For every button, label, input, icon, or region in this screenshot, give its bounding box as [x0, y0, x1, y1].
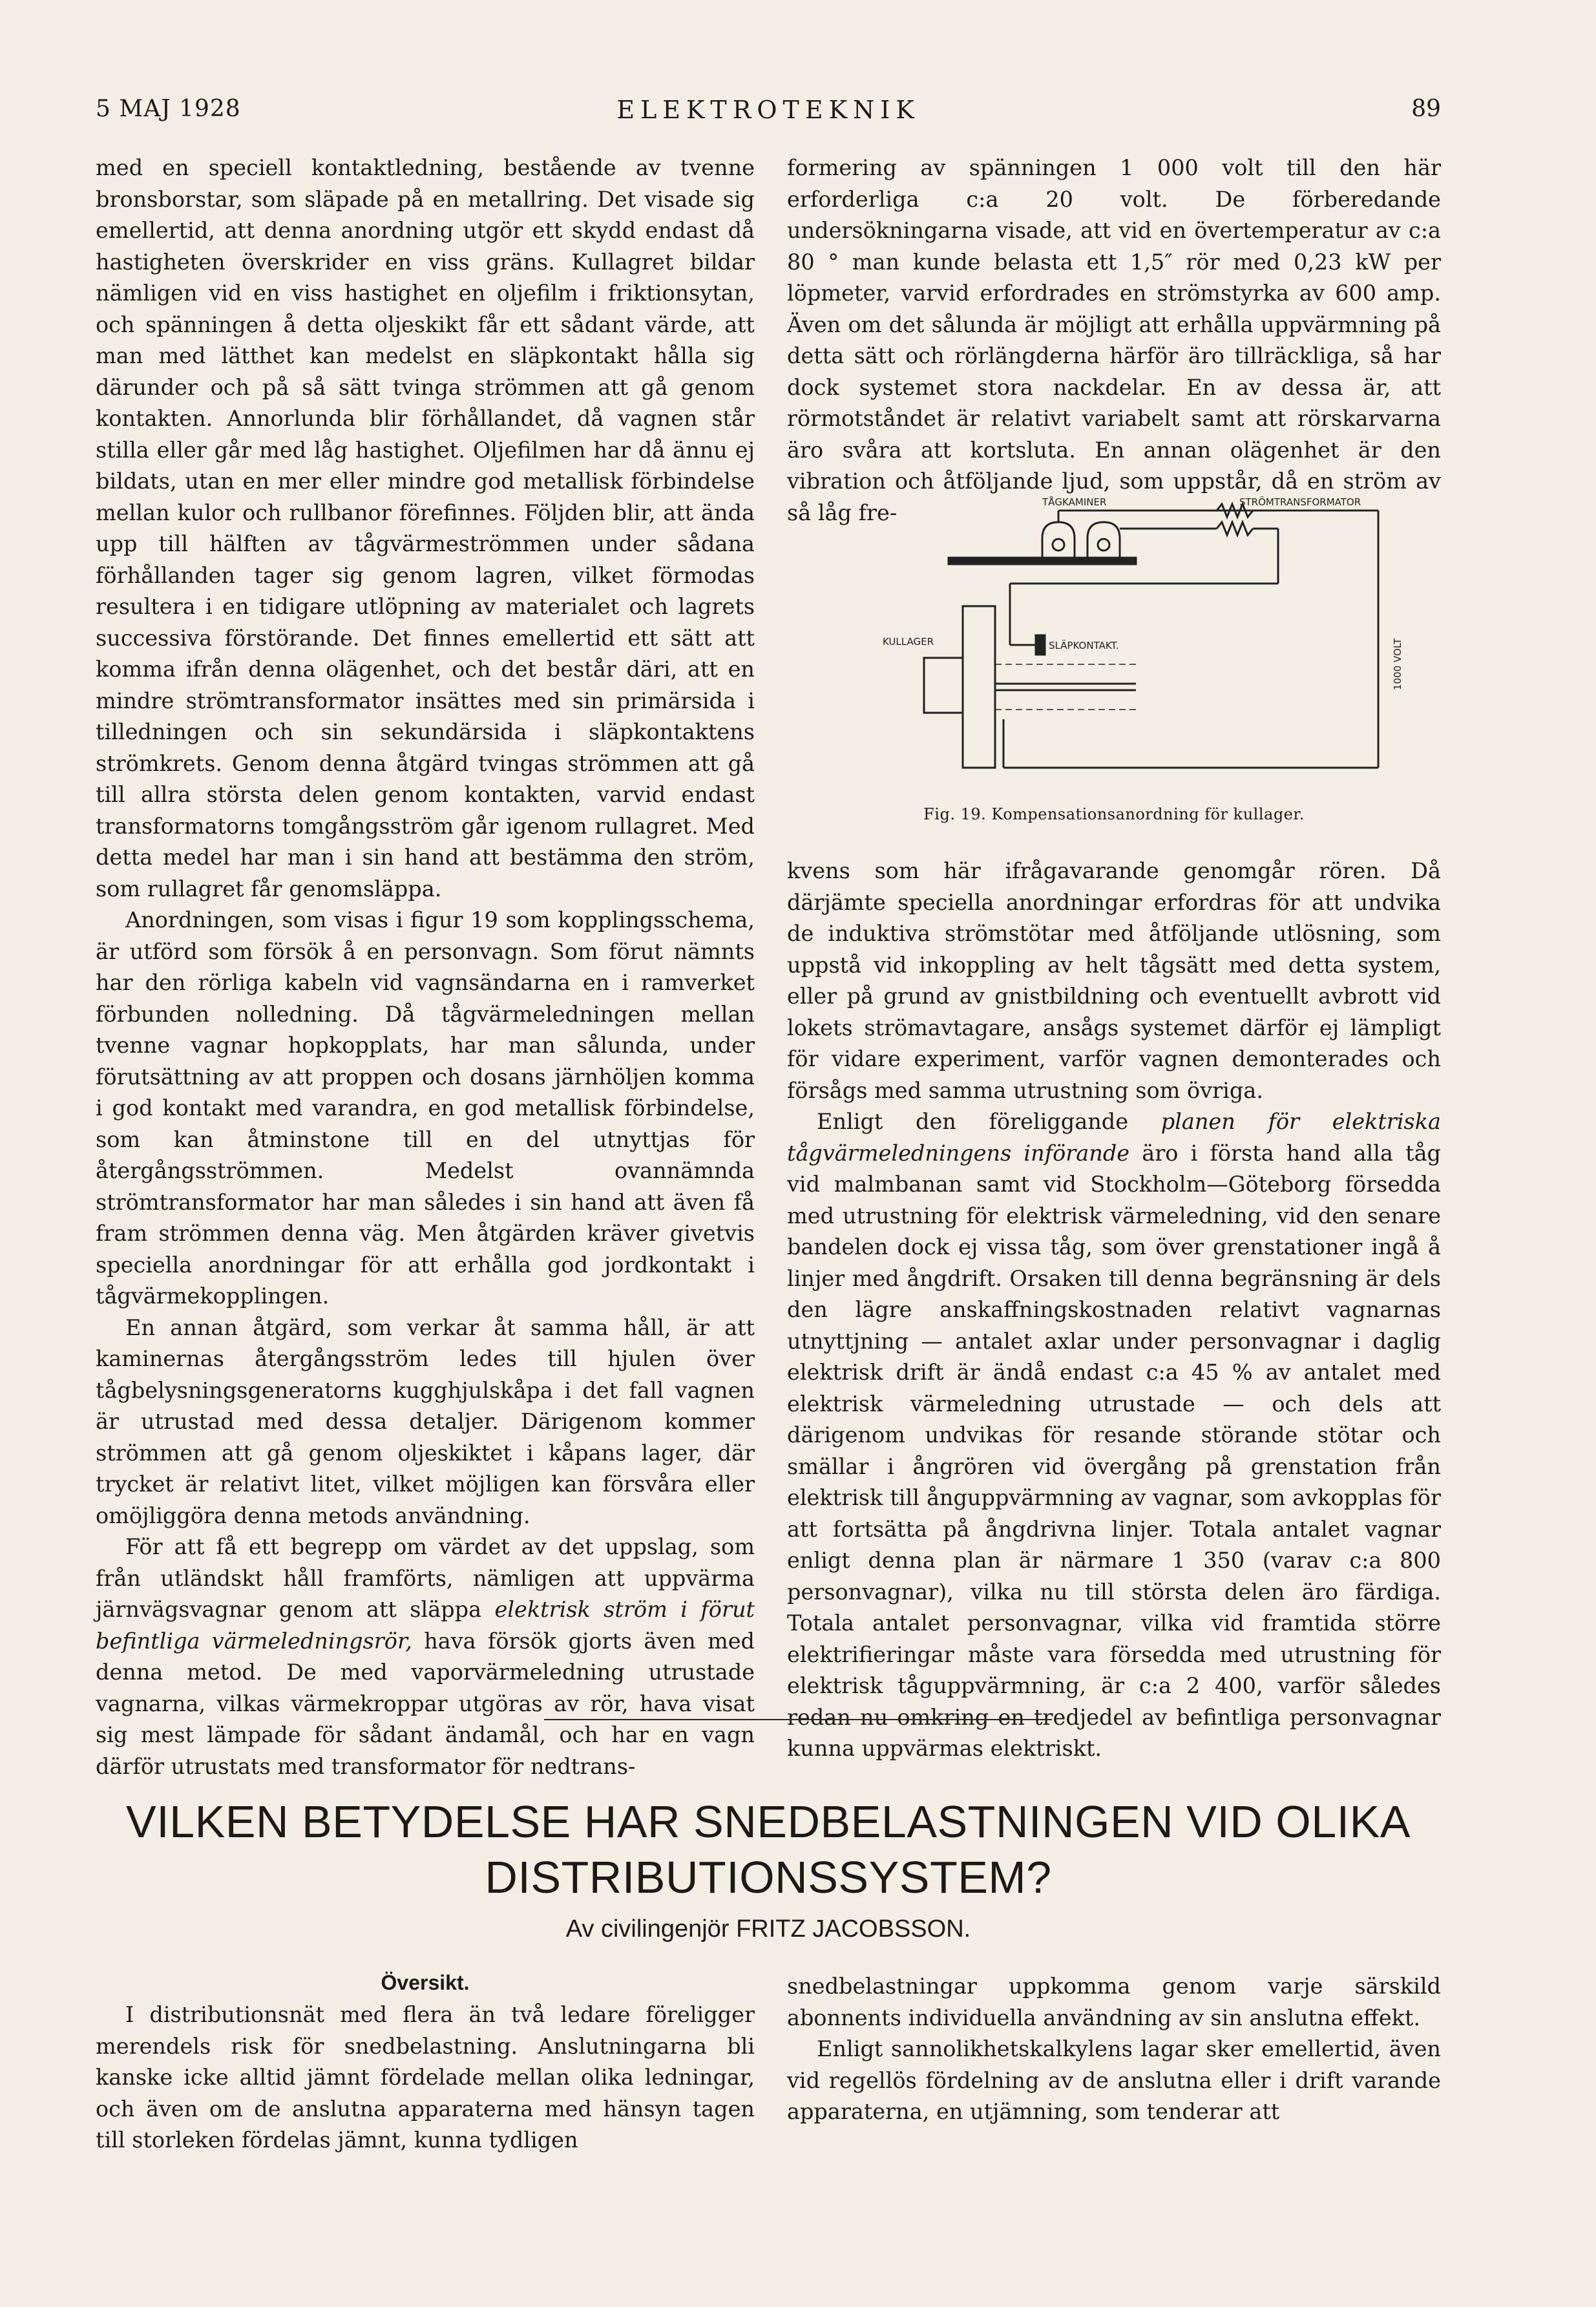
article-title-line: VILKEN BETYDELSE HAR SNEDBELASTNINGEN VID OLIKA	[126, 1796, 1411, 1847]
paragraph	[96, 1532, 755, 1782]
label-kullager: KULLAGER	[883, 636, 934, 648]
label-volt: 1000 VOLT	[1392, 638, 1403, 690]
left-column	[96, 153, 755, 1782]
text-run: För att få ett begrepp om värdet av det uppslag, som från utländskt håll framförts, nämligen att uppvärma järnvägsvagnar genom att släppa	[96, 1534, 755, 1622]
issue-date: 5 MAJ 1928	[96, 96, 241, 122]
article-title	[96, 1794, 1441, 1905]
paragraph: kvens som här ifrågavarande genomgår rören. Då därjämte speciella anordningar erfordras för att undvika de induktiva strömstötar med åtföljande utlösning, som uppstå vid inkoppling av helt tågsätt med detta system, eller på grund av gnistbildning och eventuellt avbrott vid lokets strömavtagare, ansågs systemet därför ej lämpligt för vidare experiment, varför vagnen demonterades och försågs med samma utrustning som övriga.	[787, 858, 1441, 1103]
figure-19	[787, 496, 1441, 823]
paragraph: snedbelastningar uppkomma genom varje särskild abonnents individuella användning av sin anslutna effekt.	[787, 1974, 1441, 2030]
page-header	[96, 96, 1441, 134]
right-column-top	[787, 153, 1441, 529]
paragraph: med en speciell kontaktledning, bestående av tvenne bronsborstar, som släpade på en metallring. Det visade sig emellertid, att denna anordning utgör ett skydd endast då hastigheten överskrider en viss gräns. Kullagret bildar nämligen vid en viss hastighet en oljefilm i friktionsytan, och spänningen å detta oljeskikt får ett sådant värde, att man med lätthet kan medelst en släpkontakt hålla sig därunder och på så sätt tvinga strömmen att gå genom kontakten. Annorlunda blir förhållandet, då vagnen står stilla eller går med låg hastighet. Oljefilmen har då ännu ej bildats, utan en mer eller mindre god metallisk förbindelse mellan kulor och rullbanor förefinnes. Följden blir, att ända upp till hälften av tågvärmeströmmen under sådana förhållanden tager sig genom lagren, vilket förmodas resultera i en tidigare utlöpning av materialet och lagrets successiva förstörande. Det finnes emellertid ett sätt att komma ifrån denna olägenhet, och det består däri, att en mindre strömtransformator insättes med sin primärsida i tilledningen och sin sekundärsida i släpkontaktens strömkrets. Genom denna åtgärd tvingas strömmen att gå till allra största delen genom kontakten, varvid endast transformatorns tomgångsström går igenom rullagret. Med detta medel har man i sin hand att bestämma den ström, som rullagret får genomsläppa.	[96, 155, 755, 901]
paragraph: En annan åtgärd, som verkar åt samma håll, är att kaminernas återgångsström ledes till hjulen över tågbelysningsgeneratorns kugghjulskåpa i det fall vagnen är utrustad med dessa detaljer. Därigenom kommer strömmen att gå genom oljeskiktet i kåpans lager, där trycket är relativt litet, vilket möjligen kan försvåra eller omöjliggöra denna metods användning.	[96, 1314, 755, 1528]
paragraph	[787, 1106, 1441, 1765]
circuit-diagram	[787, 496, 1441, 800]
wheel	[963, 606, 995, 768]
abstract-left-column	[96, 1999, 755, 2156]
article-title-line: DISTRIBUTIONSSYSTEM?	[485, 1852, 1052, 1902]
page-number: 89	[1411, 96, 1441, 122]
axle-box	[924, 658, 963, 713]
text-run: hava försök gjorts även med denna metod. De med vaporvärmeledning utrustade vagnarna, vilkas värmekroppar utgöras av rör, hava visat sig mest lämpade för sådant ändamål, och har en vagn därför utrustats med transformator för nedtrans-	[96, 1628, 755, 1779]
floor-plank	[949, 558, 1136, 564]
slip-contact	[1036, 635, 1045, 655]
text-run: äro i första hand alla tåg vid malmbanan samt vid Stockholm—Göteborg försedda med utrustning för elektrisk värmeledning, vid den senare bandelen dock ej vissa tåg, som över grenstationer ingå å linjer med ångdrift. Orsaken till denna begränsning är dels den lägre anskaffningskostnaden relativt vagnarnas utnyttjning — antalet axlar under personvagnar i daglig elektrisk drift är ändå endast c:a 45 % av antalet med elektrisk värmeledning utrustade — och dels att därigenom undvikas för resande störande stötar och smällar i ångrören vid övergång på grenstation från elektrisk till ånguppvärmning av vagnar, som avkopplas för att fortsätta på ångdrivna linjer. Totala antalet vagnar enligt denna plan är närmare 1 350 (varav c:a 800 personvagnar), vilka nu till största delen äro färdiga. Totala antalet personvagnar, vilka vid framtida större elektrifieringar måste vara försedda med utrustning för elektrisk tåguppvärmning, är c:a 2 400, varför således redan nu omkring en tredjedel av befintliga personvagnar kunna uppvärmas elektriskt.	[787, 1140, 1441, 1761]
transformer-secondary	[1217, 522, 1253, 535]
label-slapkontakt: SLÄPKONTAKT.	[1049, 640, 1119, 651]
article-author: Av civilingenjör FRITZ JACOBSSON.	[565, 1915, 971, 1943]
paragraph: formering av spänningen 1 000 volt till den här erforderliga c:a 20 volt. De förberedande undersökningarna visade, att vid en övertemperatur av c:a 80 ° man kunde belasta ett 1,5″ rör med 0,23 kW per löpmeter, varvid erfordrades en strömstyrka av 600 amp. Även om det sålunda är möjligt att erhålla uppvärmning på detta sätt och rörlängderna härför äro tillräckliga, så har dock systemet stora nackdelar. En av dessa är, att rörmotståndet är relativt variabelt samt att rörskarvarna äro svåra att kortsluta. En annan olägenhet är den vibration och åtföljande ljud, som uppstår, då en ström av så låg fre-	[787, 155, 1441, 525]
journal-title: ELEKTROTEKNIK	[616, 96, 920, 124]
paragraph: Anordningen, som visas i figur 19 som kopplingsschema, är utförd som försök å en personvagn. Som förut nämnts har den rörliga kabeln vid vagnsändarna en i ramverket förbunden nolledning. Då tågvärmeledningen mellan tvenne vagnar hopkopplats, har man sålunda, under förutsättning av att proppen och dosans järnhöljen komma i god kontakt med varandra, en god metallisk förbindelse, som kan åtminstone till en del utnyttjas för återgångsströmmen. Medelst ovannämnda strömtransformator har man således i sin hand att även få fram strömmen denna väg. Men åtgärden kräver givetvis speciella anordningar för att erhålla god jordkontakt i tågvärmekopplingen.	[96, 907, 755, 1309]
figure-caption: Fig. 19. Kompensationsanordning för kullager.	[923, 805, 1305, 823]
abstract-heading: Översikt.	[381, 1971, 470, 1994]
label-transformator: STRÖMTRANSFORMATOR	[1239, 496, 1361, 508]
italic-text-run: planen för elektriska tågvärmeledningens införande	[787, 1109, 1442, 1166]
italic-text-run: elektrisk ström i förut befintliga värmeledningsrör,	[96, 1597, 755, 1654]
abstract-right-column	[787, 1971, 1441, 2128]
paragraph: I distributionsnät med flera än två ledare föreligger merendels risk för snedbelastning. Anslutningarna bli kanske icke alltid jämnt fördelade mellan olika ledningar, och även om de anslutna apparaterna med hänsyn tagen till storleken fördelas jämnt, kunna tydligen	[96, 2002, 755, 2153]
paragraph: Enligt sannolikhetskalkylens lagar sker emellertid, även vid regellös fördelning av de anslutna eller i drift varande apparaterna, en utjämning, som tenderar att	[787, 2036, 1441, 2124]
label-kaminer: TÅGKAMINER	[1042, 496, 1107, 508]
section-divider	[544, 1719, 1052, 1720]
text-run: Enligt den föreliggande	[817, 1109, 1161, 1134]
right-column-bottom	[787, 856, 1441, 1765]
